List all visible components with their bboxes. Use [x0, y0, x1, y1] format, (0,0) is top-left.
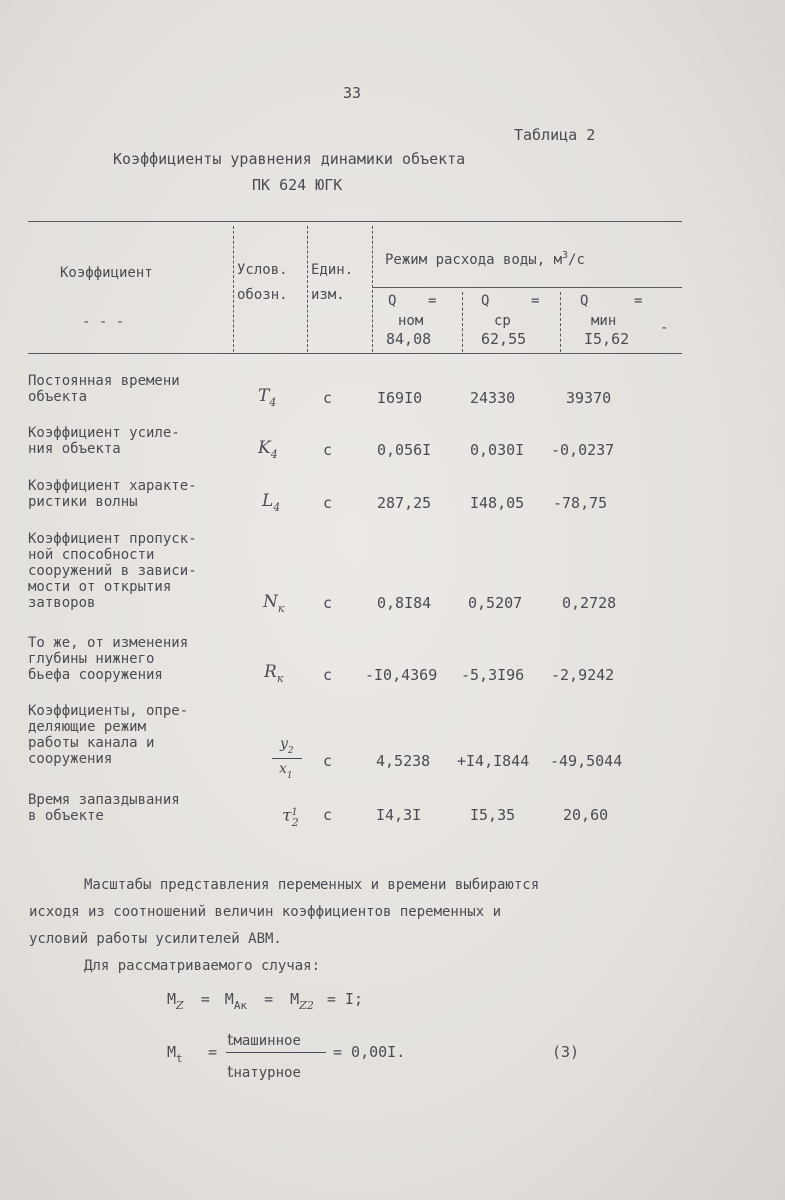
header-q-min-eq: = — [634, 293, 643, 309]
formula-1-m2-sub: Ак — [233, 999, 248, 1012]
paragraph-line-1: Масштабы представления переменных и времени выбираются — [84, 877, 540, 893]
row-4-value-nom: 0,8I84 — [377, 594, 432, 612]
row-6-symbol-numerator — [280, 736, 294, 756]
row-7-symbol-sub: 2 — [291, 816, 299, 829]
formula-1-m2: M — [224, 990, 234, 1008]
row-5-label: То же, от изменения глубины нижнего бьефа сооружения — [28, 635, 189, 683]
formula-1-eq2: = — [264, 990, 274, 1008]
column-divider-1 — [233, 226, 234, 352]
row-5-symbol — [264, 662, 284, 685]
row-7-label: Время запаздывания в объекте — [28, 792, 180, 824]
row-2-value-nom: 0,056I — [377, 441, 432, 459]
header-dash-mark: - - - — [82, 314, 125, 330]
row-3-symbol — [262, 491, 281, 514]
header-q-nom-eq: = — [428, 293, 437, 309]
equation-number: (3) — [552, 1043, 580, 1061]
row-5-value-min: -2,9242 — [551, 666, 615, 684]
table-top-rule — [28, 221, 682, 222]
header-q-min-value: I5,62 — [584, 330, 630, 348]
formula-1-m3: M — [290, 990, 300, 1008]
row-2-unit: с — [323, 441, 333, 459]
formula-2-num-word: машинное — [233, 1033, 301, 1049]
header-q-nom-sub: ном — [398, 313, 424, 329]
row-6-symbol-num-main: y — [280, 736, 288, 752]
row-6-symbol-fraction — [270, 736, 310, 788]
header-symbol-line1: Услов. — [237, 262, 288, 278]
row-2-label: Коэффициент усиле- ния объекта — [28, 425, 180, 457]
row-6-unit: с — [323, 752, 333, 770]
header-bottom-rule — [28, 353, 682, 354]
formula-1-m3-sub: Z2 — [299, 999, 314, 1012]
formula-1-m1-sub: Z — [176, 999, 184, 1012]
formula-2-m: M — [167, 1043, 177, 1061]
row-5-symbol-main: R — [264, 662, 277, 682]
formula-2-den-word: натурное — [233, 1065, 301, 1081]
row-1-label: Постоянная времени объекта — [28, 373, 180, 405]
row-2-value-min: -0,0237 — [551, 441, 615, 459]
row-5-value-nom: -I0,4369 — [365, 666, 438, 684]
row-4-symbol-main: N — [263, 592, 278, 612]
formula-2-den-t: t — [227, 1062, 234, 1081]
table-subtitle: ПК 624 ЮГК — [252, 176, 343, 194]
row-5-symbol-sub: к — [276, 672, 284, 685]
header-unit-line2: изм. — [311, 287, 345, 303]
formula-2-m-sub: t — [176, 1052, 183, 1065]
header-dash-mark-right: - — [660, 320, 669, 336]
row-3-symbol-main: L — [262, 491, 274, 511]
row-6-value-nom: 4,5238 — [376, 752, 431, 770]
row-7-value-min: 20,60 — [563, 806, 609, 824]
row-6-symbol-num-sub: 2 — [287, 746, 294, 756]
header-q-nom-symbol: Q — [388, 293, 397, 309]
header-regime — [385, 252, 585, 268]
row-1-value-min: 39370 — [566, 389, 612, 407]
row-4-symbol — [263, 592, 285, 615]
column-divider-4 — [462, 292, 463, 352]
formula-1-eq1: = — [200, 990, 210, 1008]
row-1-value-sr: 24330 — [470, 389, 516, 407]
row-7-unit: с — [323, 806, 333, 824]
formula-1 — [167, 990, 363, 1012]
header-q-min-sub: мин — [591, 313, 617, 329]
header-q-sr-eq: = — [531, 293, 540, 309]
row-2-value-sr: 0,030I — [470, 441, 525, 459]
header-symbol-line2: обозн. — [237, 287, 288, 303]
formula-2-num-t: t — [227, 1030, 234, 1049]
regime-subheader-rule — [372, 287, 682, 288]
row-2-symbol-main: K — [258, 438, 271, 458]
header-regime-tail: /с — [568, 252, 585, 268]
formula-2-denominator — [227, 1062, 301, 1081]
formula-2-numerator — [227, 1030, 301, 1049]
row-7-value-nom: I4,3I — [376, 806, 422, 824]
row-1-unit: с — [323, 389, 333, 407]
header-coefficient: Коэффициент — [60, 265, 153, 281]
row-3-label: Коэффициент характе- ристики волны — [28, 478, 197, 510]
formula-2-eq: = — [208, 1043, 218, 1061]
table-title: Коэффициенты уравнения динамики объекта — [113, 150, 466, 168]
row-3-symbol-sub: 4 — [273, 501, 281, 514]
row-6-symbol-denominator — [279, 761, 293, 781]
header-unit-line1: Един. — [311, 262, 354, 278]
row-6-value-sr: +I4,I844 — [457, 752, 530, 770]
row-2-symbol — [258, 438, 278, 461]
row-7-symbol-main: τ — [282, 806, 292, 826]
row-6-value-min: -49,5044 — [550, 752, 623, 770]
row-3-value-sr: I48,05 — [470, 494, 525, 512]
page-number: 33 — [343, 84, 362, 102]
row-6-label: Коэффициенты, опре- деляющие режим работы канала и сооружения — [28, 703, 189, 767]
formula-1-m1: M — [167, 990, 177, 1008]
case-line: Для рассматриваемого случая: — [84, 958, 321, 974]
row-7-value-sr: I5,35 — [470, 806, 516, 824]
column-divider-2 — [307, 226, 308, 352]
row-2-symbol-sub: 4 — [270, 448, 278, 461]
row-3-value-nom: 287,25 — [377, 494, 432, 512]
formula-2-lhs — [167, 1043, 183, 1065]
paragraph-line-3: условий работы усилителей АВМ. — [29, 931, 282, 947]
row-3-unit: с — [323, 494, 333, 512]
row-6-symbol-den-sub: 1 — [286, 771, 293, 781]
paragraph-line-2: исходя из соотношений величин коэффициентов переменных и — [29, 904, 502, 920]
row-5-value-sr: -5,3I96 — [461, 666, 525, 684]
row-6-fraction-bar — [272, 758, 302, 759]
row-7-symbol — [282, 806, 305, 829]
column-divider-3 — [372, 226, 373, 352]
header-q-sr-symbol: Q — [481, 293, 490, 309]
formula-2-fraction-bar — [226, 1052, 326, 1053]
row-6-symbol-den-main: x — [279, 761, 287, 777]
row-4-value-min: 0,2728 — [562, 594, 617, 612]
row-4-unit: с — [323, 594, 333, 612]
row-4-label: Коэффициент пропуск- ной способности сооружений в зависи- мости от открытия затворов — [28, 531, 197, 611]
column-divider-5 — [560, 292, 561, 352]
row-7-symbol-sup: 1 — [291, 807, 298, 818]
row-3-value-min: -78,75 — [553, 494, 608, 512]
header-q-nom-value: 84,08 — [386, 330, 432, 348]
row-5-unit: с — [323, 666, 333, 684]
row-1-value-nom: I69I0 — [377, 389, 423, 407]
row-4-symbol-sub: к — [277, 602, 285, 615]
formula-2-result: = 0,00I. — [333, 1043, 406, 1061]
row-4-value-sr: 0,5207 — [468, 594, 523, 612]
header-regime-text: Режим расхода воды, м — [385, 252, 563, 268]
row-1-symbol — [258, 386, 277, 409]
row-1-symbol-main: T — [258, 386, 270, 406]
row-1-symbol-sub: 4 — [269, 396, 277, 409]
header-regime-exponent: 3 — [562, 250, 569, 261]
table-label: Таблица 2 — [514, 126, 596, 144]
header-q-min-symbol: Q — [580, 293, 589, 309]
header-q-sr-sub: ср — [494, 313, 511, 329]
header-q-sr-value: 62,55 — [481, 330, 527, 348]
formula-1-tail: = I; — [326, 990, 363, 1008]
